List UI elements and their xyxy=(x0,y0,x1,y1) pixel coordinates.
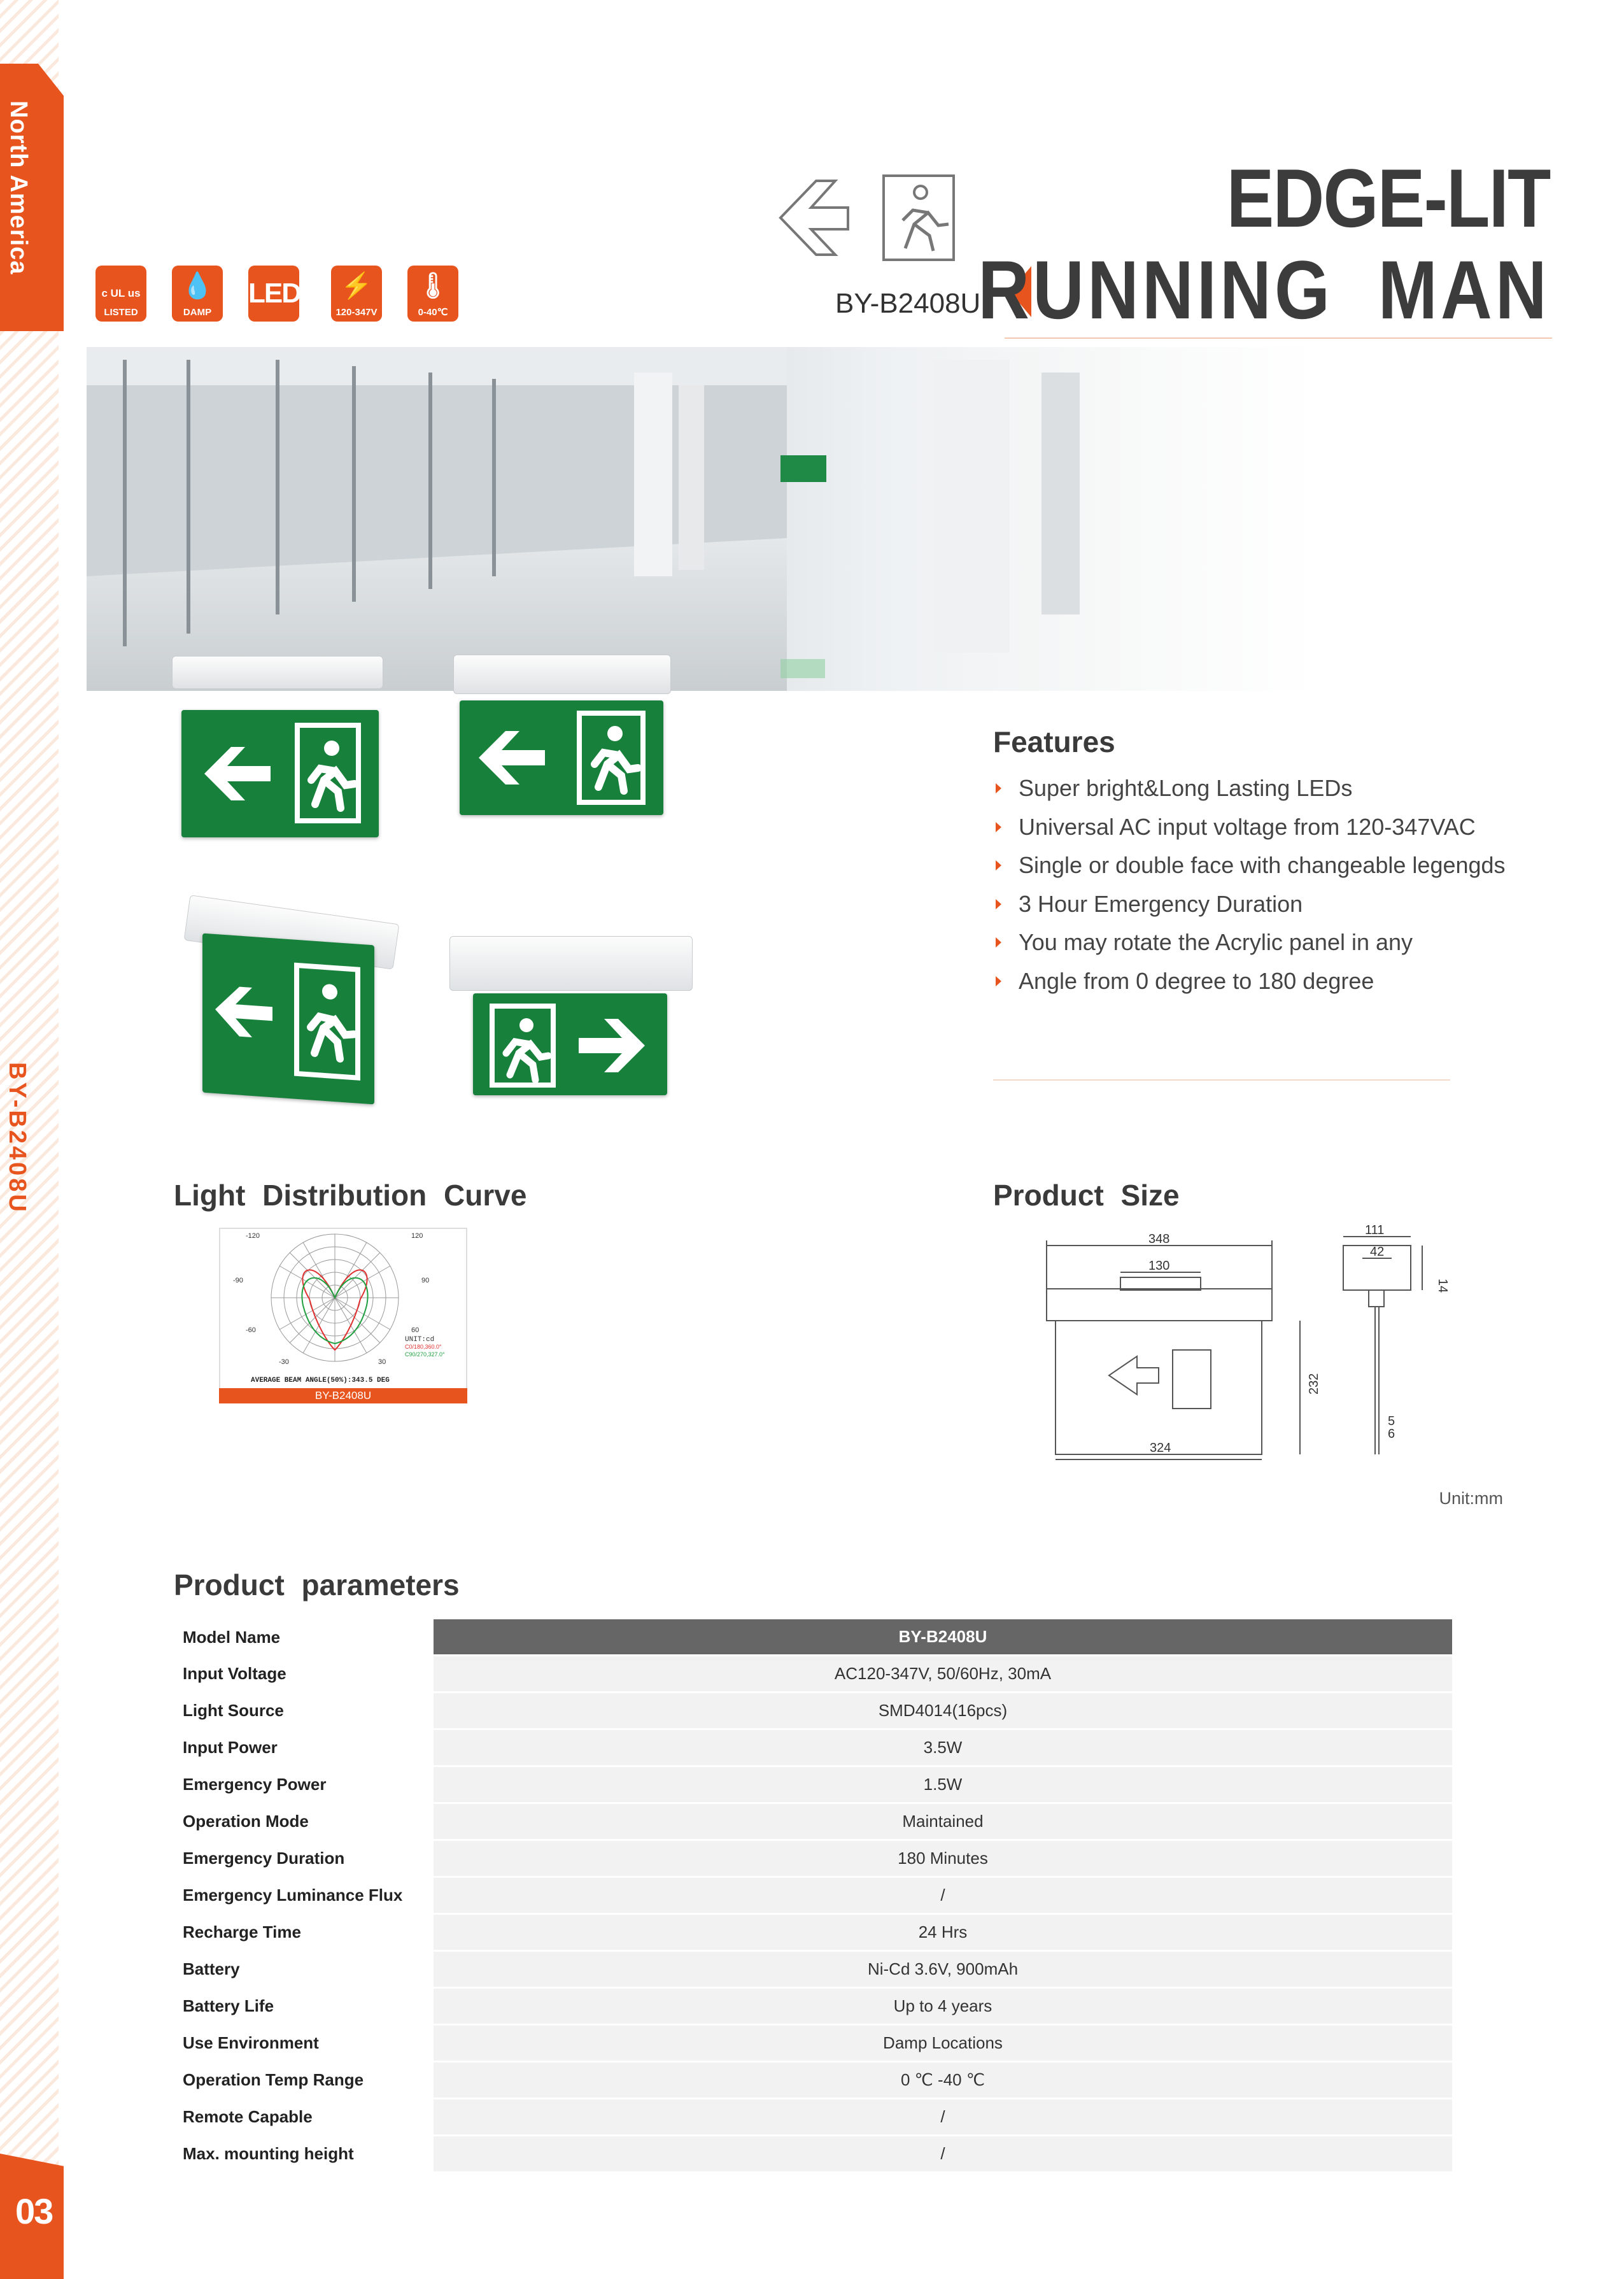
side-model-label: BY-B2408U xyxy=(4,1062,31,1214)
parameter-row xyxy=(173,1766,1452,1803)
dim-depth-inner: 42 xyxy=(1370,1245,1385,1259)
feature-item: Universal AC input voltage from 120-347VAC xyxy=(993,808,1506,847)
dim-bottom: 324 xyxy=(1150,1441,1171,1455)
parameter-label: Input Power xyxy=(183,1738,278,1757)
parameter-label: Emergency Power xyxy=(183,1775,327,1794)
sign-1-housing xyxy=(172,656,388,692)
parameter-label: Use Environment xyxy=(183,2033,319,2052)
exit-sign-symbol-icon xyxy=(778,172,969,267)
dim-panel-1: 5 xyxy=(1388,1414,1395,1428)
sign-3-panel xyxy=(202,934,374,1105)
parameter-value: 24 Hrs xyxy=(434,1914,1452,1951)
features-list xyxy=(993,769,1506,1000)
parameter-row xyxy=(173,1951,1452,1988)
led-label: LED xyxy=(248,278,300,309)
light-curve-heading: Light Distribution Curve xyxy=(174,1179,527,1212)
voltage-label: 120-347V xyxy=(335,307,378,318)
dim-thick: 14 xyxy=(1436,1279,1450,1293)
sign-4-legend-icon xyxy=(473,993,667,1095)
temperature-icon xyxy=(407,266,458,322)
drop-icon: 💧 xyxy=(181,272,213,300)
parameter-row xyxy=(173,1619,1452,1656)
features-divider xyxy=(993,1079,1450,1081)
dim-width: 348 xyxy=(1148,1232,1170,1246)
dim-panel-2: 6 xyxy=(1388,1427,1395,1441)
parameter-row xyxy=(173,1803,1452,1840)
parameter-value: 0 ℃ -40 ℃ xyxy=(434,2062,1452,2099)
ul-listed-mark: c UL us xyxy=(101,287,141,299)
title-line-2: RUNNING MAN xyxy=(978,243,1550,336)
parameter-row xyxy=(173,1914,1452,1951)
parameters-heading: Product parameters xyxy=(174,1568,460,1601)
features-heading: Features xyxy=(993,725,1115,758)
parameter-label: Battery xyxy=(183,1959,240,1978)
parameters-table xyxy=(173,1619,1452,2173)
parameter-label: Recharge Time xyxy=(183,1922,301,1942)
parameter-label: Operation Temp Range xyxy=(183,2070,364,2089)
polar-curve-graphic xyxy=(220,1229,466,1401)
dimension-drawing xyxy=(1038,1223,1471,1465)
parameter-row xyxy=(173,1693,1452,1729)
legend-c90: C90/270,327.0° xyxy=(405,1351,445,1358)
sign-4-panel xyxy=(473,993,667,1095)
ul-listed-icon xyxy=(95,266,146,322)
sign-4-housing xyxy=(449,936,693,991)
parameter-row xyxy=(173,2136,1452,2173)
sign-2-legend-icon xyxy=(460,700,663,815)
parameter-row xyxy=(173,1729,1452,1766)
temperature-label: 0-40℃ xyxy=(418,307,448,318)
parameter-row xyxy=(173,2025,1452,2062)
header-model-code: BY-B2408U xyxy=(835,288,981,319)
unit-label: UNIT:cd xyxy=(405,1336,435,1344)
parameter-value: Up to 4 years xyxy=(434,1988,1452,2025)
sign-1-panel xyxy=(181,710,379,837)
feature-item: 3 Hour Emergency Duration xyxy=(993,885,1506,924)
feature-item: Angle from 0 degree to 180 degree xyxy=(993,962,1506,1001)
parameter-value: / xyxy=(434,2136,1452,2173)
parameter-label: Battery Life xyxy=(183,1996,274,2015)
parameter-value: / xyxy=(434,1877,1452,1914)
parameter-value: SMD4014(16pcs) xyxy=(434,1693,1452,1729)
voltage-icon xyxy=(331,266,382,322)
parameter-label: Emergency Duration xyxy=(183,1849,345,1868)
damp-label: DAMP xyxy=(183,307,212,318)
parameter-label: Operation Mode xyxy=(183,1812,309,1831)
parameter-label: Emergency Luminance Flux xyxy=(183,1885,403,1905)
angle-label-br: 30 xyxy=(378,1358,386,1366)
hero-photo xyxy=(87,347,1536,691)
angle-label-mr: 90 xyxy=(421,1277,430,1284)
parameter-row xyxy=(173,2099,1452,2136)
header-divider xyxy=(1005,337,1552,339)
region-label: North America xyxy=(5,101,32,275)
parameter-value: Maintained xyxy=(434,1803,1452,1840)
ul-listed-label: LISTED xyxy=(104,307,138,318)
beam-angle-text: AVERAGE BEAM ANGLE(50%):343.5 DEG xyxy=(251,1377,390,1384)
parameter-value: 1.5W xyxy=(434,1766,1452,1803)
polar-diagram xyxy=(219,1228,467,1402)
parameter-value: / xyxy=(434,2099,1452,2136)
corridor-illustration xyxy=(87,347,1536,691)
sign-3-legend-icon xyxy=(202,934,374,1105)
angle-label-bl: -30 xyxy=(279,1358,289,1366)
parameter-value: AC120-347V, 50/60Hz, 30mA xyxy=(434,1656,1452,1693)
product-size-heading: Product Size xyxy=(993,1179,1180,1212)
angle-label-ml: -90 xyxy=(233,1277,243,1284)
parameter-label: Max. mounting height xyxy=(183,2144,354,2163)
parameter-label: Remote Capable xyxy=(183,2107,313,2126)
parameter-value: 3.5W xyxy=(434,1729,1452,1766)
angle-label-ll: -60 xyxy=(246,1326,256,1334)
parameter-label: Model Name xyxy=(183,1627,281,1647)
parameter-value: Ni-Cd 3.6V, 900mAh xyxy=(434,1951,1452,1988)
legend-c0: C0/180,360.0° xyxy=(405,1344,442,1350)
parameter-row xyxy=(173,1988,1452,2025)
parameter-value: Damp Locations xyxy=(434,2025,1452,2062)
sign-2-panel xyxy=(460,700,663,815)
lightning-icon: ⚡ xyxy=(341,272,372,300)
unit-label: Unit:mm xyxy=(1439,1489,1503,1508)
title-line-1: EDGE-LIT xyxy=(1227,152,1550,245)
thermometer-icon: 🌡 xyxy=(416,272,449,300)
polar-caption: BY-B2408U xyxy=(219,1388,467,1403)
dim-depth: 111 xyxy=(1365,1223,1385,1237)
parameter-row xyxy=(173,1840,1452,1877)
angle-label-tr: 120 xyxy=(411,1232,423,1240)
damp-icon xyxy=(172,266,223,322)
angle-label-tl: -120 xyxy=(246,1232,260,1240)
parameter-row xyxy=(173,2062,1452,2099)
dim-height: 232 xyxy=(1307,1373,1321,1395)
feature-item: Super bright&Long Lasting LEDs xyxy=(993,769,1506,808)
page-number: 03 xyxy=(15,2191,53,2231)
angle-label-lr: 60 xyxy=(411,1326,420,1334)
feature-item: Single or double face with changeable legengds xyxy=(993,846,1506,885)
parameter-label: Light Source xyxy=(183,1701,284,1720)
feature-item: You may rotate the Acrylic panel in any xyxy=(993,923,1506,962)
sign-2-housing xyxy=(453,655,671,694)
parameter-row xyxy=(173,1656,1452,1693)
parameter-value: 180 Minutes xyxy=(434,1840,1452,1877)
sign-1-legend-icon xyxy=(181,710,379,837)
parameter-value: BY-B2408U xyxy=(434,1619,1452,1656)
dim-inner: 130 xyxy=(1148,1259,1170,1273)
parameter-row xyxy=(173,1877,1452,1914)
parameter-label: Input Voltage xyxy=(183,1664,286,1683)
led-icon xyxy=(248,266,299,322)
